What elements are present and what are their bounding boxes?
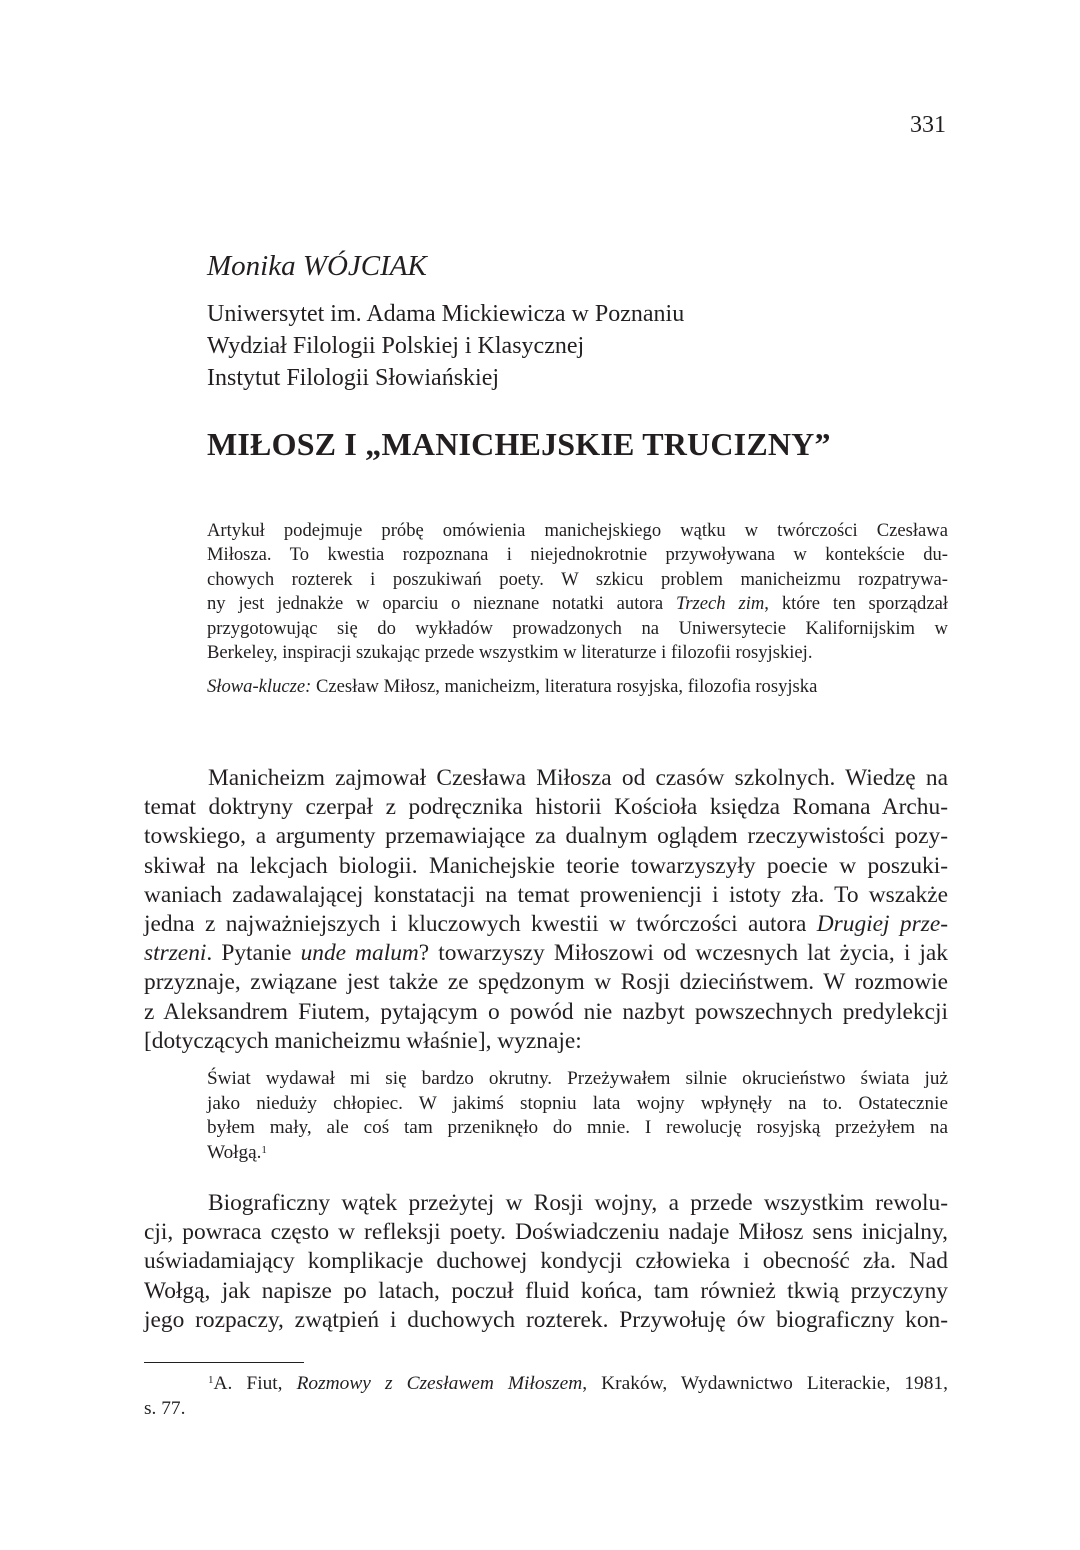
footnote [144, 1371, 948, 1421]
quote-line: Wołgą.$^1$ [207, 1141, 267, 1163]
paragraph-line: przyznaje, związane jest także ze spędzonym w Rosji dzieciństwem. W rozmowie [144, 969, 948, 996]
paragraph-line: Wołgą, jak napisze po latach, poczuł fluid końca, tam również tkwią przyczyny [144, 1277, 948, 1304]
book-title-italic: Trzech zim [676, 593, 765, 615]
body-paragraph-1 [144, 764, 948, 1056]
abstract-line: chowych rozterek i poszukiwań poety. W szkicu problem manicheizmu rozpatrywa- [207, 568, 948, 590]
page-number: 331 [910, 112, 946, 138]
paragraph-line: temat doktryny czerpał z podręcznika historii Kościoła księdza Romana Archu- [144, 794, 948, 821]
abstract [207, 519, 948, 700]
affiliation-faculty: Wydział Filologii Polskiej i Klasycznej [207, 333, 585, 359]
body-paragraph-2 [144, 1189, 948, 1335]
quote-line: byłem mały, ale coś tam przeniknęło do mnie. I rewolucję rosyjską przeżyłem na [207, 1117, 948, 1139]
article-title: MIŁOSZ I „MANICHEJSKIE TRUCIZNY” [207, 426, 831, 462]
paragraph-line: uświadamiający komplikacje duchowej kondycji człowieka i obecność zła. Nad [144, 1248, 948, 1275]
abstract-line: Berkeley, inspiracji szukając przede wszystkim w literaturze i filozofii rosyjskiej. [207, 642, 813, 664]
paragraph-line: strzeni. Pytanie unde malum? towarzyszy Miłoszowi od wczesnych lat życia, i jak [144, 940, 948, 967]
affiliation-institute: Instytut Filologii Słowiańskiej [207, 365, 500, 391]
footnote-divider [144, 1362, 304, 1363]
affiliation-university: Uniwersytet im. Adama Mickiewicza w Poznaniu [207, 301, 685, 327]
abstract-line: Miłosza. To kwestia rozpoznana i niejednokrotnie przywoływana w kontekście du- [207, 544, 948, 566]
paragraph-line: jego rozpaczy, zwątpień i duchowych rozterek. Przywołuję ów biograficzny kon- [144, 1306, 948, 1333]
paragraph-line: towskiego, a argumenty przemawiające za dualnym oglądem rzeczywistości pozy- [144, 823, 948, 850]
paragraph-line: jedna z najważniejszych i kluczowych kwestii w twórczości autora Drugiej prze- [144, 911, 948, 938]
footnote-line: s. 77. [144, 1398, 186, 1419]
keywords-list: Czesław Miłosz, manicheizm, literatura rosyjska, filozofia rosyjska [311, 676, 818, 698]
footnote-line: $^1$A. Fiut, Rozmowy z Czesławem Miłoszem, Kraków, Wydawnictwo Literackie, 1981, [208, 1373, 948, 1394]
footnote-number: 1 [208, 1374, 214, 1386]
keywords-label: Słowa-klucze: [207, 676, 312, 698]
quote-line: jako nieduży chłopiec. W jakimś stopniu lata wojny wpłynęły na to. Ostatecznie [207, 1092, 948, 1114]
abstract-line: ny jest jednakże w oparciu o nieznane notatki autora Trzech zim, które ten sporządzał [207, 593, 948, 615]
abstract-line: przygotowując się do wykładów prowadzonych na Uniwersytecie Kalifornijskim w [207, 617, 948, 639]
abstract-text [207, 519, 948, 665]
author-name: Monika WÓJCIAK [207, 250, 427, 282]
quote-line: Świat wydawał mi się bardzo okrutny. Przeżywałem silnie okrucieństwo świata już [207, 1068, 948, 1089]
footnote-reference[interactable]: 1 [261, 1143, 267, 1156]
paragraph-line: skiwał na lekcjach biologii. Manichejskie teorie towarzyszyły poecie w poszuki- [144, 852, 948, 879]
abstract-line: Artykuł podejmuje próbę omówienia manichejskiego wątku w twórczości Czesława [207, 520, 948, 541]
keywords [207, 675, 948, 699]
paragraph-line: waniach zadawalającej konstatacji na temat proweniencji i istoty zła. To wszakże [144, 881, 948, 908]
paragraph-line: Manicheizm zajmował Czesława Miłosza od czasów szkolnych. Wiedzę na [208, 765, 948, 791]
paragraph-line: cji, powraca często w refleksji poety. Doświadczeniu nadaje Miłosz sens inicjalny, [144, 1219, 948, 1246]
paragraph-line: [dotyczących manicheizmu właśnie], wyznaje: [144, 1027, 582, 1054]
paragraph-line: Biograficzny wątek przeżytej w Rosji wojny, a przede wszystkim rewolu- [208, 1190, 948, 1216]
paragraph-line: z Aleksandrem Fiutem, pytającym o powód nie nazbyt powszechnych predylekcji [144, 998, 948, 1025]
block-quote [207, 1067, 948, 1165]
